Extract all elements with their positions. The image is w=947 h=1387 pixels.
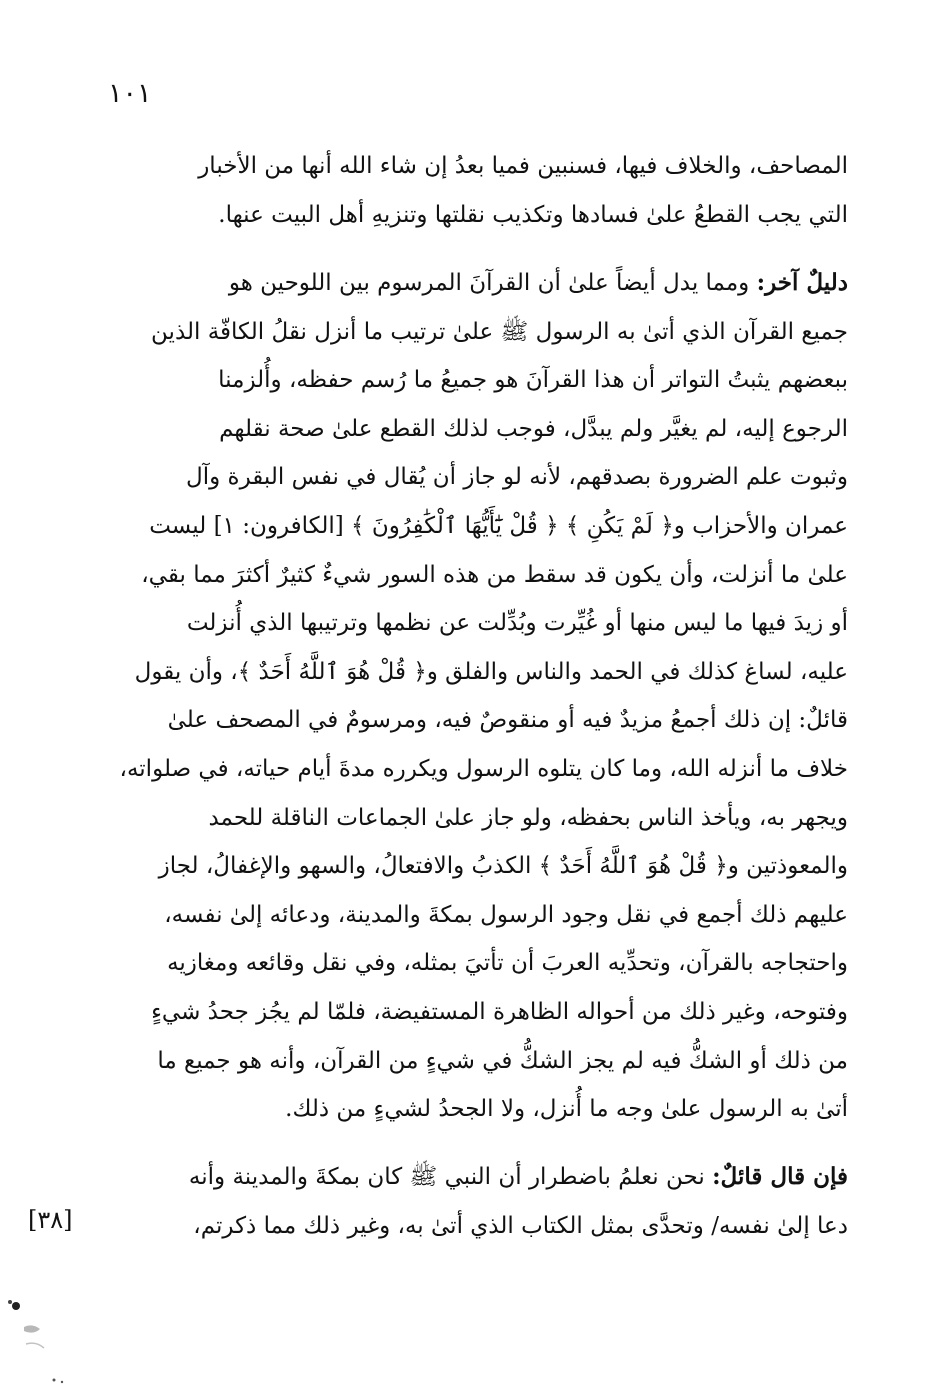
scan-smudge [4,1292,74,1387]
page-number: ١٠١ [108,78,152,109]
text-line: واحتجاجه بالقرآن، وتحدِّيه العربَ أن تأتيَ بمثله، وفي نقل وقائعه ومغازيه [167,950,848,977]
text-line: ويجهر به، ويأخذ الناس بحفظه، ولو جاز علىٰ الجماعات الناقلة للحمد [208,804,848,831]
text-line: قائلٌ: إن ذلك أجمعُ مزيدٌ فيه أو منقوصٌ فيه، ومرسومٌ في المصحف علىٰ [167,707,848,734]
text-line: عمران والأحزاب و﴿ لَمْ يَكُنِ ﴾ ﴿ قُلْ يَٰٓأَيُّهَا ٱلْكَٰفِرُونَ ﴾ [الكافرون: ١] ليست [149,512,848,539]
text-line: علىٰ ما أنزلت، وأن يكون قد سقط من هذه السور شيءٌ كثيرٌ أكثرَ مما بقي، [141,561,848,588]
paragraph-3 [108,1153,848,1250]
text-line: أتىٰ به الرسول علىٰ وجه ما أُنزل، ولا الجحدُ لشيءٍ من ذلك. [285,1096,848,1123]
text-line: المصاحف، والخلاف فيها، فسنبين فميا بعدُ إن شاء الله أنها من الأخبار [198,153,848,179]
text-line: وفتوحه، وغير ذلك من أحواله الظاهرة المستفيضة، فلمّا لم يجُز جحدُ شيءٍ [151,998,848,1025]
paragraph-lead: فإن قال قائلٌ: [712,1163,848,1190]
text-line: أو زيدَ فيها ما ليس منها أو غُيِّرت وبُدِّلت عن نظمها وترتيبها الذي أُنزلت [186,610,848,637]
text-run: ومما يدل أيضاً علىٰ أن القرآنَ المرسوم بين اللوحين هو [228,270,750,296]
text-line: دعا إلىٰ نفسه/ وتحدَّى بمثل الكتاب الذي أتىٰ به، وغير ذلك مما ذكرتم، [193,1212,848,1239]
text-line: عليه، لساغ كذلك في الحمد والناس والفلق و﴿ قُلْ هُوَ ٱللَّهُ أَحَدٌ ﴾، وأن يقول [134,658,848,685]
text-line: الرجوع إليه، لم يغيَّر ولم يبدَّل، فوجب لذلك القطع علىٰ صحة نقلهم [219,415,848,442]
text-line: جميع القرآن الذي أتىٰ به الرسول ﷺ علىٰ ترتيب ما أنزل نقلُ الكافّة الذين [151,318,848,345]
text-line: ببعضهم يثبتُ التواتر أن هذا القرآنَ هو جميعُ ما رُسم حفظه، وأُلزمنا [218,367,848,394]
text-line [108,1153,848,1202]
text-line [108,259,848,308]
paragraph-2 [108,259,848,1134]
manuscript-folio-marker: [٣٨] [28,1206,73,1234]
paragraph-lead: دليلٌ آخر: [756,269,848,296]
text-line: خلاف ما أنزله الله، وما كان يتلوه الرسول ويكرره مدةَ أيام حياته، في صلواته، [119,755,848,782]
text-line: وثبوت علم الضرورة بصدقهم، لأنه لو جاز أن يُقال في نفس البقرة وآل [186,464,848,491]
text-line: من ذلك أو الشكُّ فيه لم يجز الشكُّ في شيءٍ من القرآن، وأنه هو جميع ما [157,1047,848,1074]
text-line: والمعوذتين و﴿ قُلْ هُوَ ٱللَّهُ أَحَدٌ ﴾ الكذبُ والافتعالُ، والسهو والإغفالُ، لجاز [158,853,848,880]
paragraph-1 [108,142,848,239]
text-line: عليهم ذلك أجمع في نقل وجود الرسول بمكةَ والمدينة، ودعائه إلىٰ نفسه، [164,901,848,928]
text-run: نحن نعلمُ باضطرار أن النبي ﷺ كان بمكةَ والمدينة وأنه [188,1164,705,1190]
text-line: التي يجب القطعُ علىٰ فسادها وتكذيب نقلتها وتنزيهِ أهل البيت عنها. [218,201,848,228]
